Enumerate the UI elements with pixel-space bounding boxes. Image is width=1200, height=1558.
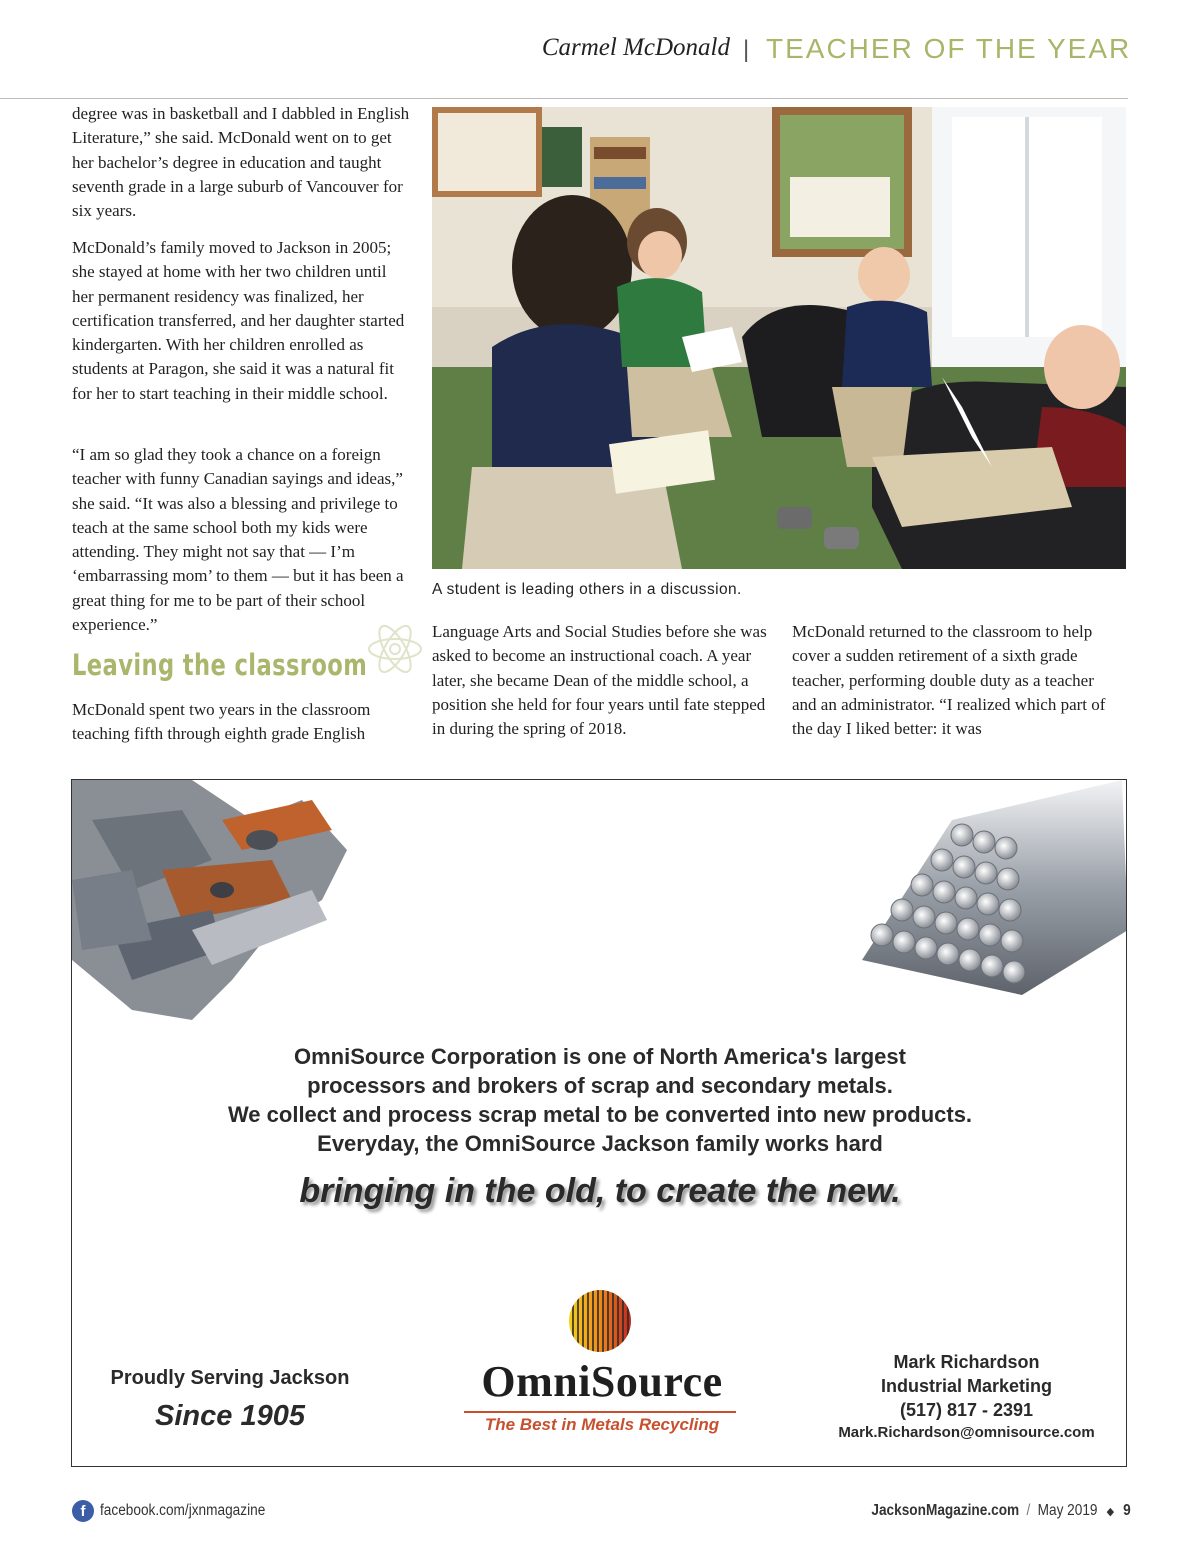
subhead-leaving-classroom: Leaving the classroom — [72, 648, 368, 682]
col1-paragraph-1: degree was in basketball and I dabbled in English Literature,” she said. McDonald went on to get her bachelor’s degree in education and taught seventh grade in a large suburb of Vancouver for six years. — [72, 104, 410, 221]
ad-serving-text: Proudly Serving Jackson — [110, 1367, 350, 1389]
scrap-metal-image — [72, 780, 362, 1030]
footer-diamond-icon: ◆ — [1106, 1506, 1115, 1518]
footer-right — [872, 1502, 1131, 1520]
col1-paragraph-3: “I am so glad they took a chance on a foreign teacher with funny Canadian sayings and ideas,” she said. “It was also a blessing and privilege to teach at the same school both my kids were attending. They might not say that — I’m ‘embarrassing mom’ to them — but it has been a great thing for me to be part of their school experience.” — [72, 445, 404, 635]
ad-contact-title: Industrial Marketing — [880, 1376, 1053, 1396]
ad-since-text: Since 1905 — [155, 1400, 305, 1432]
footer-issue: May 2019 — [1037, 1502, 1098, 1519]
col2-paragraph-1: Language Arts and Social Studies before she was asked to become an instructional coach. A year later, she became Dean of the middle school, a position she held for four years until fate stepped in during the spring of 2018. — [432, 622, 767, 739]
page-header — [0, 28, 1132, 72]
ad-line-3: We collect and process scrap metal to be converted into new products. — [227, 1102, 973, 1127]
ad-brand-name: OmniSource — [481, 1357, 723, 1406]
header-author: Carmel McDonald — [541, 34, 730, 61]
ad-line-4: Everyday, the OmniSource Jackson family works hard — [317, 1131, 883, 1156]
omnisource-advertisement — [71, 779, 1127, 1467]
ad-slogan: bringing in the old, to create the new. — [299, 1172, 901, 1210]
footer-site-link[interactable]: JacksonMagazine.com — [871, 1502, 1020, 1519]
classroom-photo — [432, 107, 1126, 569]
steel-bars-image — [852, 780, 1127, 1015]
ad-brand-tagline: The Best in Metals Recycling — [484, 1415, 720, 1434]
col1-paragraph-2: McDonald’s family moved to Jackson in 2005; she stayed at home with her two children until her permanent residency was finalized, her certification transferred, and her daughter started kindergarten. With her children enrolled as students at Paragon, she said it was a natural fit for her to start teaching in their middle school. — [72, 238, 405, 403]
footer-slash: / — [1026, 1502, 1031, 1519]
footer-page-number: 9 — [1123, 1502, 1131, 1519]
col1-paragraph-4: McDonald spent two years in the classroom teaching fifth through eighth grade English — [72, 700, 371, 744]
atom-icon — [366, 620, 424, 678]
ad-brand-rule — [464, 1411, 736, 1413]
ad-contact-name: Mark Richardson — [893, 1352, 1040, 1372]
ad-line-1: OmniSource Corporation is one of North America's largest — [294, 1044, 906, 1069]
header-rule — [0, 98, 1128, 99]
facebook-icon[interactable]: f — [72, 1500, 94, 1522]
header-separator: | — [743, 36, 750, 63]
header-section-title: TEACHER OF THE YEAR — [766, 33, 1132, 64]
photo-caption: A student is leading others in a discussion. — [432, 581, 742, 598]
ad-contact-email[interactable]: Mark.Richardson@omnisource.com — [838, 1424, 1095, 1441]
footer-facebook-link[interactable]: facebook.com/jxnmagazine — [100, 1502, 266, 1519]
col3-paragraph-1: McDonald returned to the classroom to help cover a sudden retirement of a sixth grade teacher, performing double duty as a teacher and an administrator. “I realized which part of the day I liked better: it was — [792, 622, 1106, 739]
ad-contact-phone: (517) 817 - 2391 — [899, 1400, 1034, 1420]
ad-line-2: processors and brokers of scrap and secondary metals. — [307, 1073, 893, 1098]
omnisource-logo-icon — [567, 1288, 633, 1354]
